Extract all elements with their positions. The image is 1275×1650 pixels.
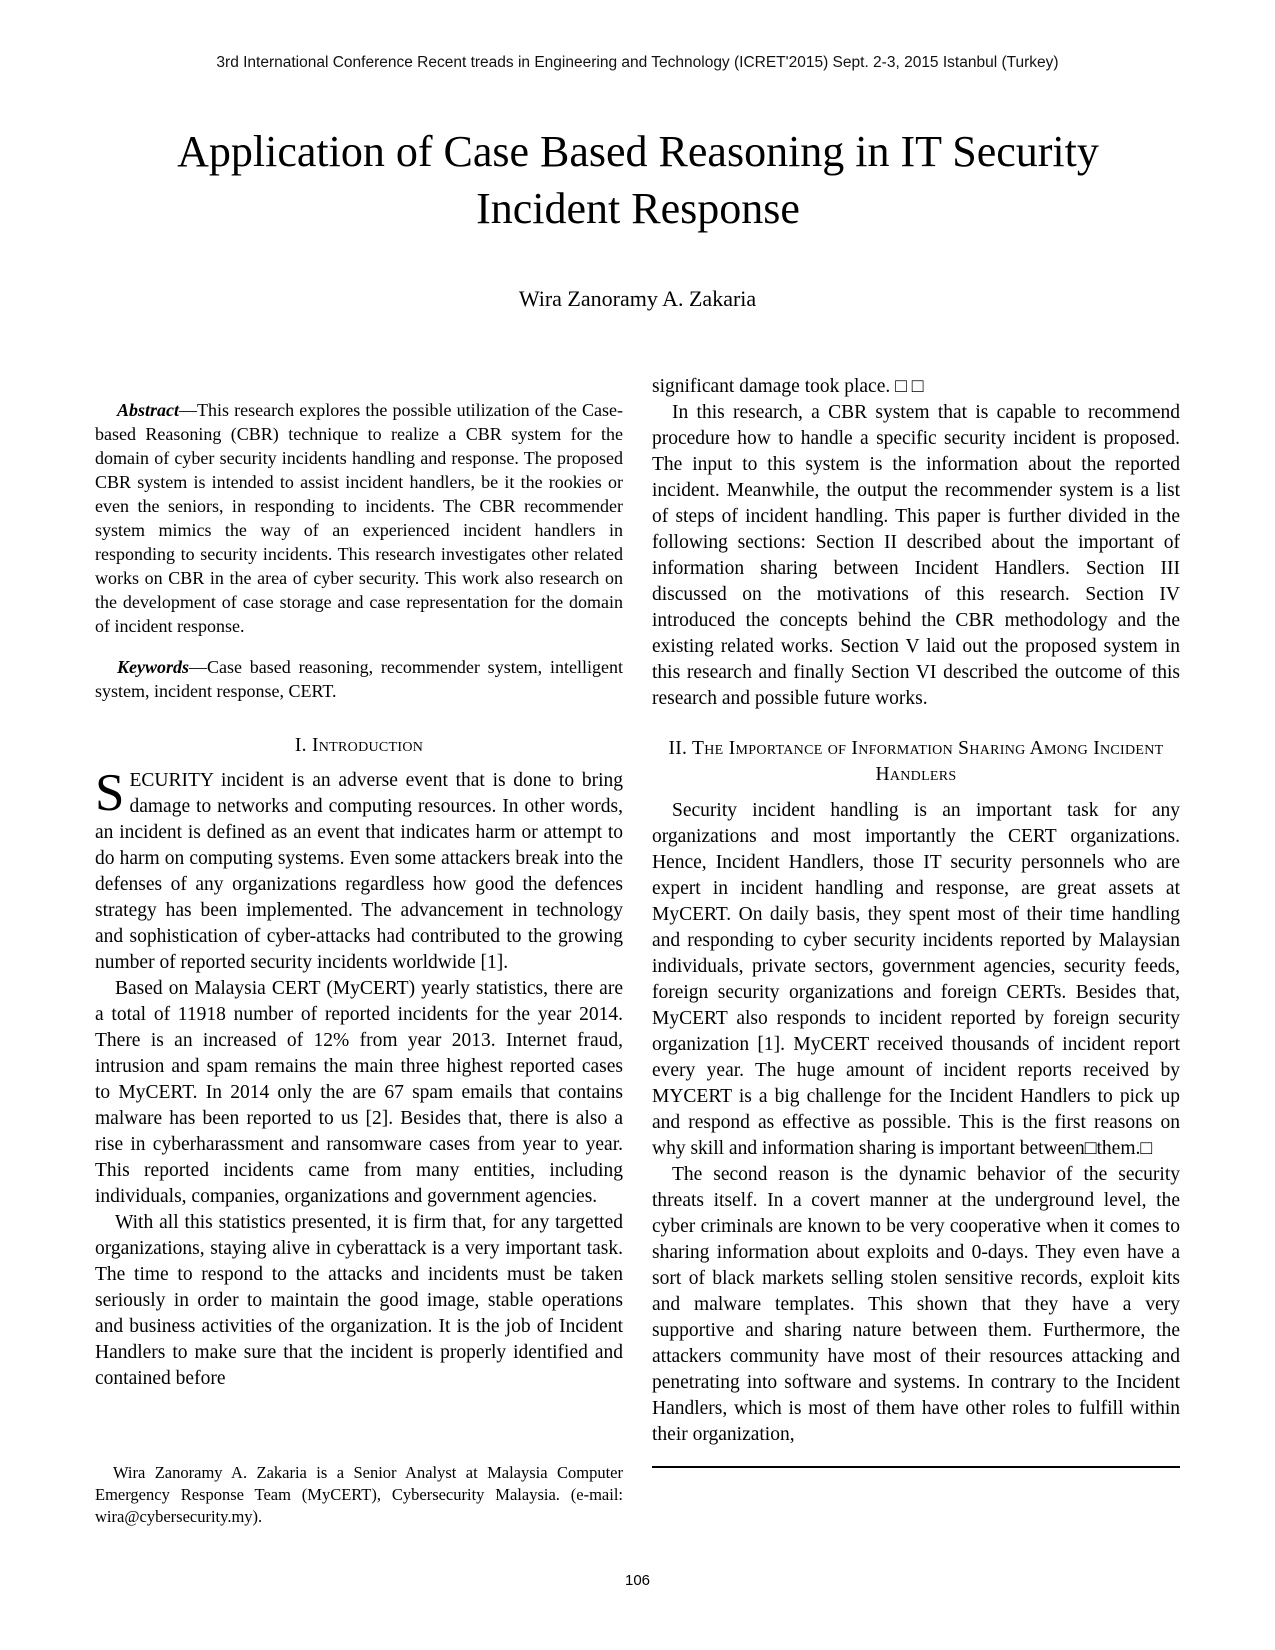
abstract-paragraph [95, 398, 623, 638]
section-heading-introduction: I. Introduction [294, 735, 424, 756]
page-number: 106 [624, 1572, 651, 1589]
abstract-text: —This research explores the possible utilization of the Case-based Reasoning (CBR) technique to realize a CBR system for the domain of cyber security incidents handling and response. The proposed CBR system is intended to assist incident handlers, be it the rookies or even the seniors, in responding to incidents. The CBR recommender system mimics the way of an experienced incident handlers in responding to security incidents. This research investigates other related works on CBR in the area of cyber security. This work also research on the development of case storage and case representation for the domain of incident response. [95, 400, 623, 636]
right-column [652, 374, 1180, 1468]
intro-paragraph-1 [95, 764, 623, 976]
keywords-text: —Case based reasoning, recommender system, intelligent system, incident response, CERT. [95, 657, 623, 701]
left-column [95, 398, 623, 1392]
abstract-label: Abstract [117, 400, 180, 420]
intro-paragraph-1-text: ECURITY incident is an adverse event that is done to bring damage to networks and computing resources. In other words, an incident is defined as an event that indicates harm or attempt to do harm on computing systems. Even some attackers break into the defenses of any organizations regardless how good the defences strategy has been implemented. The advancement in technology and sophistication of cyber-attacks had contributed to the growing number of reported security incidents worldwide [1]. [95, 770, 623, 973]
importance-paragraph-2: The second reason is the dynamic behavior of the security threats itself. In a covert manner at the underground level, the cyber criminals are known to be very cooperative when it comes to sharing information about exploits and 0-days. They even have a sort of black markets selling stolen sensitive records, exploit kits and malware templates. This shown that they have a very supportive and sharing nature between them. Furthermore, the attackers community have most of their resources attacking and penetrating into software and systems. In contrary to the Incident Handlers, which is most of them have other roles to fulfill within their organization, [652, 1164, 1180, 1445]
drop-cap: S [95, 764, 125, 822]
conference-header: 3rd International Conference Recent treads in Engineering and Technology (ICRET'2015) Sept. 2-3, 2015 Istanbul (Turkey) [216, 54, 1059, 71]
keywords-label: Keywords [117, 657, 189, 677]
importance-paragraph-1: Security incident handling is an important task for any organizations and most importantly the CERT organizations. Hence, Incident Handlers, those IT security personnels who are expert in incident handling and response, are great assets at MyCERT. On daily basis, they spent most of their time handling and responding to cyber security incidents reported by Malaysian individuals, private sectors, government agencies, security feeds, foreign security organizations and foreign CERTs. Besides that, MyCERT also responds to incident reported by foreign security organization [1]. MyCERT received thousands of incident report every year. The huge amount of incident reports received by MYCERT is a big challenge for the Incident Handlers to pick up and respond as effective as possible. This is the first reasons on why skill and information sharing is important between□them.□ [652, 800, 1180, 1159]
continuation-paragraph: significant damage took place. □ □ [652, 376, 924, 397]
footnote-separator [652, 1466, 1180, 1468]
author-name: Wira Zanoramy A. Zakaria [518, 286, 757, 311]
section-heading-importance: II. The Importance of Information Sharing Among Incident Handlers [668, 738, 1164, 785]
intro-paragraph-2: Based on Malaysia CERT (MyCERT) yearly statistics, there are a total of 11918 number of reported incidents for the year 2014. There is an increased of 12% from year 2013. Internet fraud, intrusion and spam remains the main three highest reported cases to MyCERT. In 2014 only the are 67 spam emails that contains malware has been reported to us [2]. Besides that, there is also a rise in cyberharassment and ransomware cases from year to year. This reported incidents came from many entities, including individuals, companies, organizations and government agencies. [95, 978, 623, 1207]
author-footnote: Wira Zanoramy A. Zakaria is a Senior Analyst at Malaysia Computer Emergency Response Team (MyCERT), Cybersecurity Malaysia. (e-mail: wira@cybersecurity.my). [95, 1463, 623, 1526]
keywords-paragraph [95, 655, 623, 703]
research-overview-paragraph: In this research, a CBR system that is capable to recommend procedure how to handle a specific security incident is proposed. The input to this system is the information about the reported incident. Meanwhile, the output the recommender system is a list of steps of incident handling. This paper is further divided in the following sections: Section II described about the important of information sharing between Incident Handlers. Section III discussed on the motivations of this research. Section IV introduced the concepts behind the CBR methodology and the existing related works. Section V laid out the proposed system in this research and finally Section VI described the outcome of this research and possible future works. [652, 402, 1180, 709]
intro-paragraph-3: With all this statistics presented, it is firm that, for any targetted organizations, staying alive in cyberattack is a very important task. The time to respond to the attacks and incidents must be taken seriously in order to maintain the good image, stable operations and business activities of the organization. It is the job of Incident Handlers to make sure that the incident is properly identified and contained before [95, 1212, 623, 1389]
paper-title: Application of Case Based Reasoning in IT Security Incident Response [177, 127, 1099, 233]
